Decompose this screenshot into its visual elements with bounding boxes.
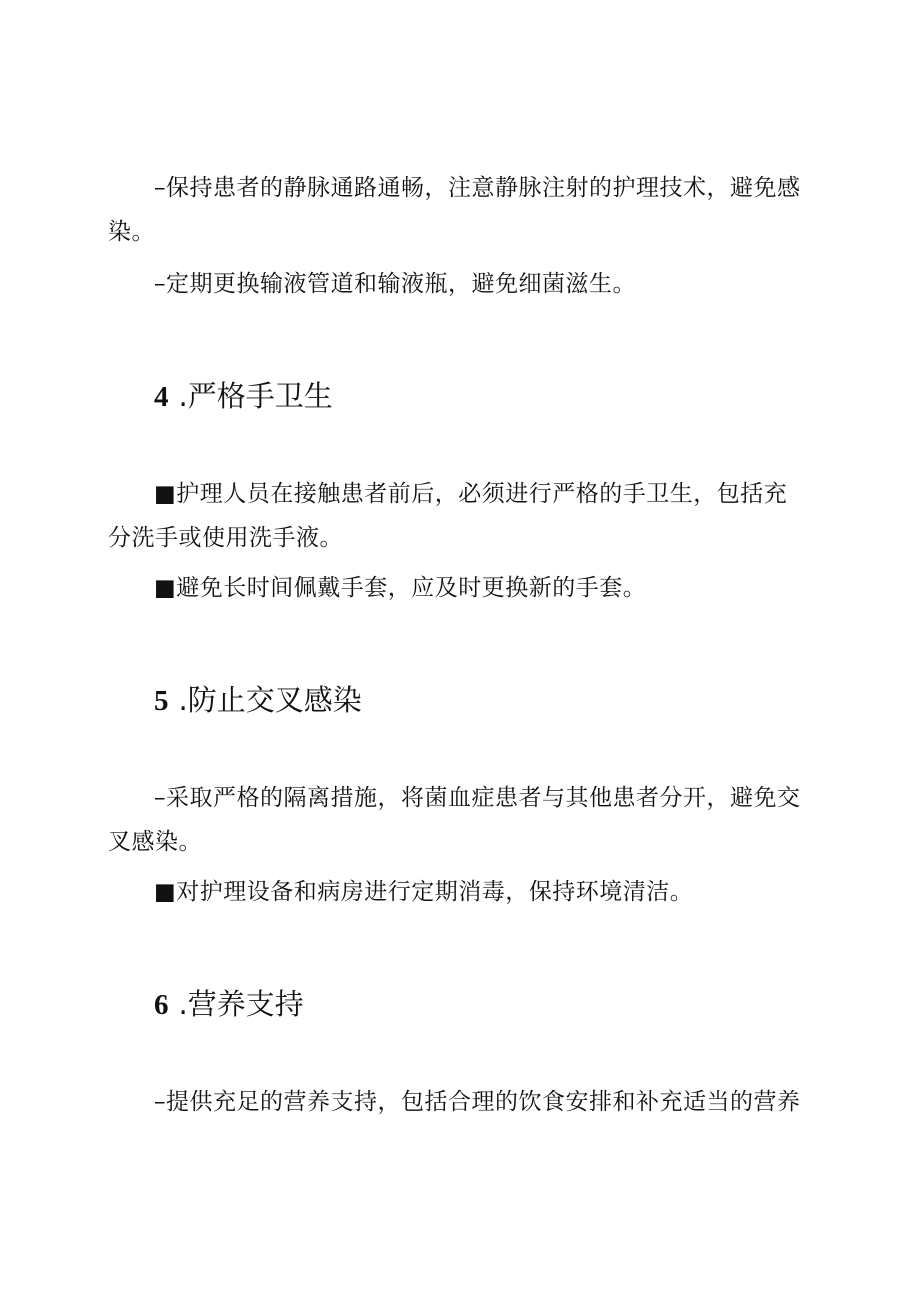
section-title: .防止交叉感染 xyxy=(178,683,362,717)
paragraph-disinfection: ■对护理设备和病房进行定期消毒，保持环境清洁。 xyxy=(154,879,694,905)
section-title: .营养支持 xyxy=(178,987,304,1021)
section-number: 4 xyxy=(154,381,169,413)
paragraph-replace-tubing: –定期更换输液管道和输液瓶，避免细菌滋生。 xyxy=(154,271,636,297)
paragraph-gloves: ■避免长时间佩戴手套，应及时更换新的手套。 xyxy=(154,575,647,601)
section-heading-cross-infection xyxy=(154,680,362,721)
paragraph-nutrition-support: –提供充足的营养支持，包括合理的饮食安排和补充适当的营养 xyxy=(154,1089,801,1115)
section-heading-hand-hygiene xyxy=(154,376,333,417)
section-title: .严格手卫生 xyxy=(178,379,333,413)
paragraph-venous-access: –保持患者的静脉通路通畅，注意静脉注射的护理技术，避免感染。 xyxy=(108,175,801,245)
section-heading-nutrition xyxy=(154,984,304,1025)
section-number: 6 xyxy=(154,989,169,1021)
paragraph-hand-washing: ■护理人员在接触患者前后，必须进行严格的手卫生，包括充分洗手或使用洗手液。 xyxy=(108,481,788,551)
paragraph-isolation: –采取严格的隔离措施，将菌血症患者与其他患者分开，避免交叉感染。 xyxy=(108,785,801,855)
section-number: 5 xyxy=(154,685,169,717)
